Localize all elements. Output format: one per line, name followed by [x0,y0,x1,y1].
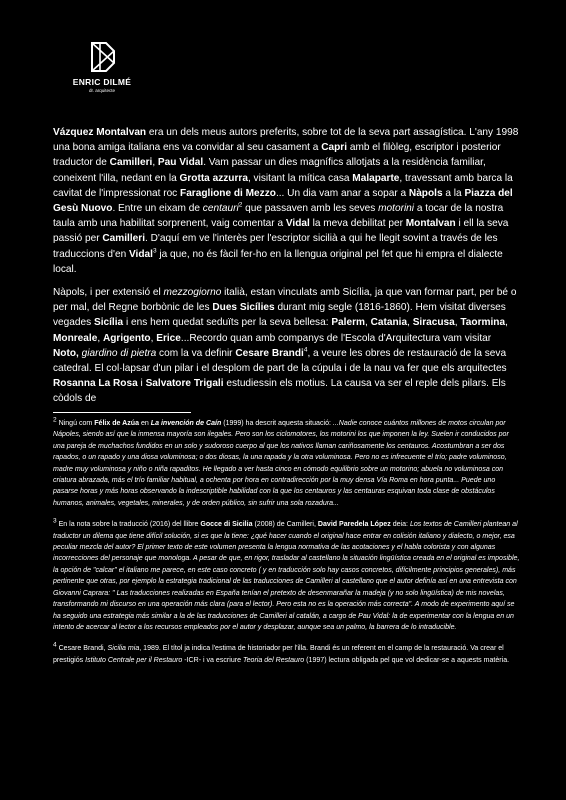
footnote-2: $^2$ Ningú com Félix de Azúa en La invención de Caín (1999) ha descrit aquesta situació: ...Nadie conoce cuántos millones de motos circulan por Nápoles, siendo así que la inmensa mayoría son ilegales. Pero son los ciclomotores, los motorini los que imponen la ley. Suelen ir conducidos por una pareja de muchachos fundidos en un solo y sudoroso cuerpo al que los nativos llaman cariñosamente los centauros. Acostumbran a ser dos rapados, o un rapado y una diosa voluminosa; o dos diosas, la una rapada y la otra voluminosa. Pero no es infrecuente el trío; padre voluminoso, madre muy voluminosa y niño o niña rapaditos. He llegado a ver hasta cinco en cómodo equilibrio sobre un motorino; abuela no voluminosa con criatura abrazada, más el trío familiar habitual, a ochenta por hora en contradirección por la muy densa Vía Roma en hora punta... Puede uno pasarse horas y más horas observando la indescriptible habilidad con la que los centauros y las centauras esquivan toda clase de obstáculos humanos, animales, vegetales, minerales, y de orden público, sin sufrir una sola rozadura... [53,416,509,507]
footnote-ref-3: 3 [152,247,157,255]
paragraph-2: Nàpols, i per extensió el mezzogiorno italià, estan vinculats amb Sicília, ja que van formar part, per bé o per mal, del Regne borbònic de les Dues Sicílies durant mig segle (1816-1860). Hem visitat diverses vegades Sicília i ens hem quedat seduïts per la seva bellesa: Palerm, Catania, Siracusa, Taormina, Monreale, Agrigento, Erice...Recordo quan amb companys de l'Escola d'Arquitectura vam visitar Noto, giardino di pietra com la va definir Cesare Brandi$^4$, a veure les obres de restauració de la seva catedral. El col·lapsar d'un pilar i el desplom de part de la cúpula i de la nau va fer que els arquitectes Rosanna La Rosa i Salvatore Trigali estudiessin els motius. La causa va ser el reple dels pilars. Els còdols de [53,287,517,405]
footnote-3: $^3$ En la nota sobre la traducció (2016) del llibre Gocce di Sicilia (2008) de Camilleri, David Paredela López deia: Los textos de Camilleri plantean al traductor un dilema que tiene difícil solución, si es que la tiene: ¿qué hacer cuando el original hace entrar en colisión italiano y dialecto, o mejor, esa peculiar mezcla del autor? El primer texto de este volumen presenta la lengua normativa de las acotaciones y el habla colorista y con algunas incorrecciones del personaje que monologa. A pesar de que, en rigor, trasladar al castellano la situación lingüística creada en el original es imposible, la opción de "calcar" el italiano me parece, en este caso concreto ( y en traducción solo hay casos concretos, difícilmente principios generales), más pertinente que otras, por ejemplo la estrategia tradicional de las traducciones de Camilleri al castellano que el autor definía así en una entrevista con Giovanni Caprara: " Las traducciones realizadas en España tenían el pretexto de desenmarañar la madeja (y no solo lingüística) de mis novelas, transformando mi discurso en una operación más clara (para el lector). Pero esta no es la operación más correcta". A modo de experimento aquí se ha seguido una estrategia más similar a la de las traducciones de Camilleri al catalán, a cargo de Pau Vidal: la de experimentar con la lengua en un intento de acercar al lector a los recursos empleados por el autor y desplazar, aunque sea un palmo, la barrera de lo intraducible. [53,517,520,631]
logo [72,40,132,93]
logo-subtitle: dr. arquitecte [88,88,115,93]
paragraph-1: Vázquez Montalvan era un dels meus autors preferits, sobre tot de la seva part assagística. L'any 1998 una bona amiga italiana ens va convidar al seu casament a Capri amb el filòleg, escriptor i posterior traductor de Camilleri, Pau Vidal. Vam passar un dies magnífics allotjats a la residència familiar, coneixent l'illa, nedant en la Grotta azzurra, visitant la mítica casa Malaparte, travessant amb barca la cavitat de l'impressionat roc Faraglione di Mezzo... Un dia vam anar a sopar a Nàpols a la Piazza del Gesù Nuovo. Entre un eixam de centauri$^2$ que passaven amb les seves motorini a tocar de la nostra taula amb una habilitat sorprenent, vaig comentar a Vidal la meva debilitat per Montalvan i ell la seva passió per Camilleri. D'aquí em ve l'interès per l'escriptor sicilià a qui he llegit sovint a través de les traduccions d'en Vidal$^3$ ja que, no és fàcil fer-ho en la llengua original pel fet que hi empra el dialecte local. [53,127,519,275]
logo-mark-icon [86,40,118,74]
main-text [53,125,519,415]
footnote-divider [53,412,191,413]
footnotes [53,418,521,676]
footnote-4: $^4$ Cesare Brandi, Sicilia mia, 1989. El títol ja indica l'estima de historiador per l'illa. Brandi és un referent en el camp de la restauració. Va crear el prestigiós Istituto Centrale per il Restauro -ICR- i va escriure Teoria del Restauro (1997) lectura obligada pel que vol dedicar-se a aquests matèria. [53,641,510,664]
logo-name: ENRIC DILMÉ [72,77,132,87]
footnote-ref-2: 2 [238,201,243,209]
footnote-ref-4: 4 [303,346,308,354]
